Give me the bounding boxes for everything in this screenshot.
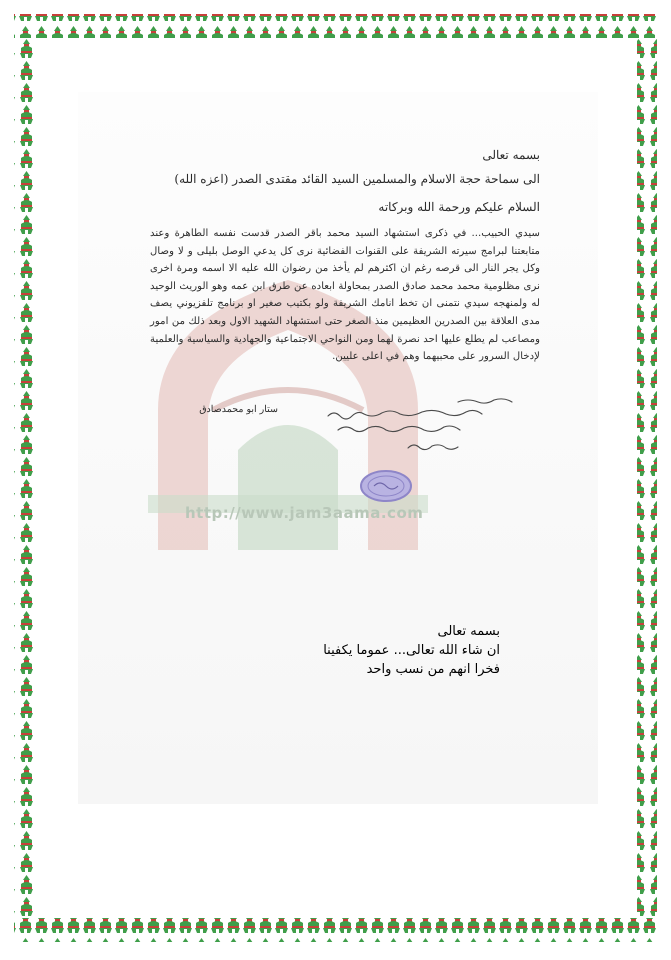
transcription — [290, 622, 500, 679]
transcription-line: بسمه تعالى — [437, 624, 500, 639]
transcription-line: ان شاء الله تعالى... عموما يكفينا — [323, 643, 500, 658]
letter-greeting: السلام عليكم ورحمة الله وبركاته — [378, 200, 540, 214]
letter-recipient: الى سماحة حجة الاسلام والمسلمين السيد القائد مقتدى الصدر (اعزه الله) — [174, 172, 540, 186]
handwritten-reply-icon — [288, 392, 538, 462]
seal-stamp-icon — [358, 468, 414, 504]
transcription-line: فخرا انهم من نسب واحد — [366, 662, 500, 677]
letter-salutation: بسمه تعالى — [482, 148, 540, 162]
letter-signature: ستار ابو محمدصادق — [199, 404, 278, 415]
letter-body: سيدي الحبيب... في ذكرى استشهاد السيد محمد باقر الصدر قدست نفسه الطاهرة وعند متابعتنا لبرامج سيرته الشريفة على القنوات الفضائية نرى كل يدعي الوصل بليلى و لا وصال وكل يجر النار الى قرصه رغم ان اكثرهم لم يأخذ من رضوان الله عليه الا اسمه ومرة اخرى نرى مظلومية محمد محمد صادق الصدر بمحاولة ابعاده عن طرق ابن عمه وهو الوريث الوحيد له ولمنهجه سيدي نتمنى ان تخط انامك الشريفة ولو بكتيب صغير او برنامج تلفزيوني يصف مدى العلاقة بين الصدرين العظيمين منذ الصغر حتى استشهاد الشهيد الاول وبعد ذلك من امور ومصاعب لم يطلع عليها احد نصرة لهما ومن النواحي الاجتماعية والجهادية والسياسية والعلمية لإدخال السرور على محبيهما وهم في اعلى عليين. — [150, 228, 540, 363]
watermark-url: http://www.jam3aama.com — [185, 504, 424, 522]
